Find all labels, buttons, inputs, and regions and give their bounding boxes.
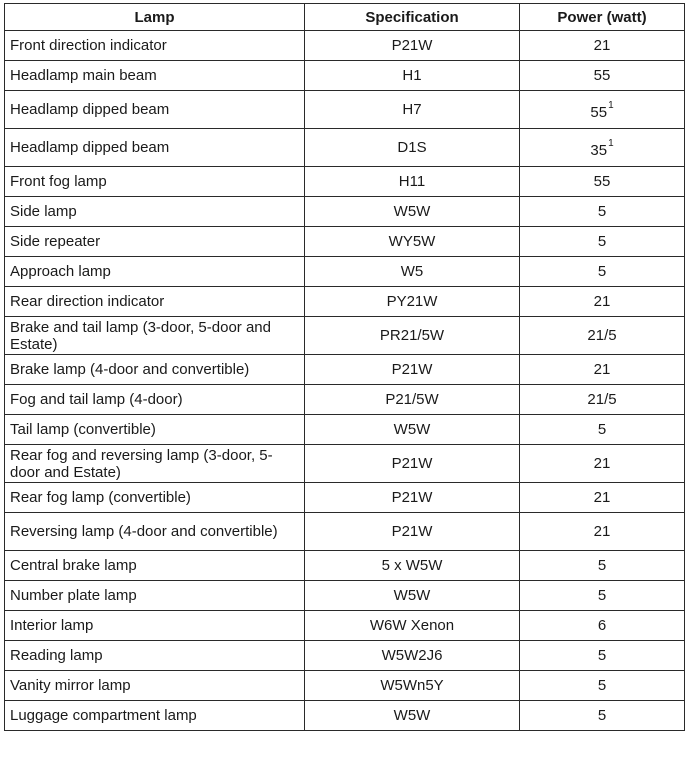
power-cell: 21 xyxy=(520,355,685,385)
spec-cell: WY5W xyxy=(305,227,520,257)
spec-cell: D1S xyxy=(305,129,520,167)
power-cell: 21 xyxy=(520,483,685,513)
power-cell: 21/5 xyxy=(520,385,685,415)
lamp-cell: Front fog lamp xyxy=(5,167,305,197)
power-cell: 21/5 xyxy=(520,317,685,355)
footnote-marker: 1 xyxy=(608,100,614,111)
table-body xyxy=(5,31,685,731)
lamp-cell: Headlamp dipped beam xyxy=(5,129,305,167)
lamp-cell: Central brake lamp xyxy=(5,551,305,581)
lamp-cell: Fog and tail lamp (4-door) xyxy=(5,385,305,415)
lamp-cell: Interior lamp xyxy=(5,611,305,641)
spec-cell: P21W xyxy=(305,513,520,551)
spec-cell: W5W xyxy=(305,415,520,445)
table-row xyxy=(5,671,685,701)
lamp-cell: Tail lamp (convertible) xyxy=(5,415,305,445)
power-cell: 5 xyxy=(520,701,685,731)
power-cell: 55 xyxy=(520,61,685,91)
lamp-cell: Luggage compartment lamp xyxy=(5,701,305,731)
table-row xyxy=(5,167,685,197)
power-cell: 5 xyxy=(520,415,685,445)
table-row xyxy=(5,227,685,257)
table-row xyxy=(5,513,685,551)
lamp-cell: Vanity mirror lamp xyxy=(5,671,305,701)
spec-cell: W5W xyxy=(305,197,520,227)
header-power: Power (watt) xyxy=(520,4,685,31)
power-cell xyxy=(520,91,685,129)
power-cell: 5 xyxy=(520,671,685,701)
power-cell: 6 xyxy=(520,611,685,641)
lamp-cell: Rear fog and reversing lamp (3-door, 5-door and Estate) xyxy=(5,445,305,483)
spec-cell: W5 xyxy=(305,257,520,287)
table-row xyxy=(5,581,685,611)
table-row xyxy=(5,355,685,385)
spec-cell: W5Wn5Y xyxy=(305,671,520,701)
spec-cell: PY21W xyxy=(305,287,520,317)
table-row xyxy=(5,641,685,671)
spec-cell: P21/5W xyxy=(305,385,520,415)
lamp-cell: Reading lamp xyxy=(5,641,305,671)
table-row xyxy=(5,257,685,287)
power-cell: 21 xyxy=(520,287,685,317)
power-cell: 5 xyxy=(520,641,685,671)
lamp-cell: Reversing lamp (4-door and convertible) xyxy=(5,513,305,551)
table-row xyxy=(5,61,685,91)
power-cell: 5 xyxy=(520,551,685,581)
power-cell: 5 xyxy=(520,197,685,227)
table-row xyxy=(5,445,685,483)
power-cell: 21 xyxy=(520,513,685,551)
lamp-cell: Brake lamp (4-door and convertible) xyxy=(5,355,305,385)
spec-cell: H1 xyxy=(305,61,520,91)
spec-cell: H7 xyxy=(305,91,520,129)
table-row xyxy=(5,415,685,445)
power-cell: 5 xyxy=(520,257,685,287)
header-specification: Specification xyxy=(305,4,520,31)
power-cell: 5 xyxy=(520,581,685,611)
lamp-cell: Side repeater xyxy=(5,227,305,257)
spec-cell: P21W xyxy=(305,31,520,61)
lamp-cell: Front direction indicator xyxy=(5,31,305,61)
lamp-cell: Number plate lamp xyxy=(5,581,305,611)
power-cell: 21 xyxy=(520,445,685,483)
lamp-cell: Headlamp main beam xyxy=(5,61,305,91)
footnote-marker: 1 xyxy=(608,138,614,149)
table-row xyxy=(5,701,685,731)
power-value: 55 xyxy=(590,104,608,121)
header-lamp: Lamp xyxy=(5,4,305,31)
spec-cell: 5 x W5W xyxy=(305,551,520,581)
table-row xyxy=(5,31,685,61)
spec-cell: P21W xyxy=(305,483,520,513)
spec-cell: W5W xyxy=(305,701,520,731)
table-row xyxy=(5,385,685,415)
lamp-cell: Approach lamp xyxy=(5,257,305,287)
lamp-cell: Rear fog lamp (convertible) xyxy=(5,483,305,513)
table-row xyxy=(5,483,685,513)
lamp-cell: Rear direction indicator xyxy=(5,287,305,317)
lamp-cell: Side lamp xyxy=(5,197,305,227)
table-row xyxy=(5,129,685,167)
table-header-row xyxy=(5,4,685,31)
lamp-cell: Brake and tail lamp (3-door, 5-door and Estate) xyxy=(5,317,305,355)
table-row xyxy=(5,551,685,581)
power-cell xyxy=(520,129,685,167)
spec-cell: P21W xyxy=(305,445,520,483)
spec-cell: W5W xyxy=(305,581,520,611)
spec-cell: P21W xyxy=(305,355,520,385)
spec-cell: W6W Xenon xyxy=(305,611,520,641)
spec-cell: PR21/5W xyxy=(305,317,520,355)
table-row xyxy=(5,317,685,355)
table-row xyxy=(5,197,685,227)
spec-cell: W5W2J6 xyxy=(305,641,520,671)
power-cell: 21 xyxy=(520,31,685,61)
table-row xyxy=(5,91,685,129)
spec-cell: H11 xyxy=(305,167,520,197)
power-cell: 5 xyxy=(520,227,685,257)
bulb-specification-table xyxy=(4,3,685,731)
lamp-cell: Headlamp dipped beam xyxy=(5,91,305,129)
table-row xyxy=(5,287,685,317)
power-cell: 55 xyxy=(520,167,685,197)
power-value: 35 xyxy=(590,142,608,159)
table-row xyxy=(5,611,685,641)
